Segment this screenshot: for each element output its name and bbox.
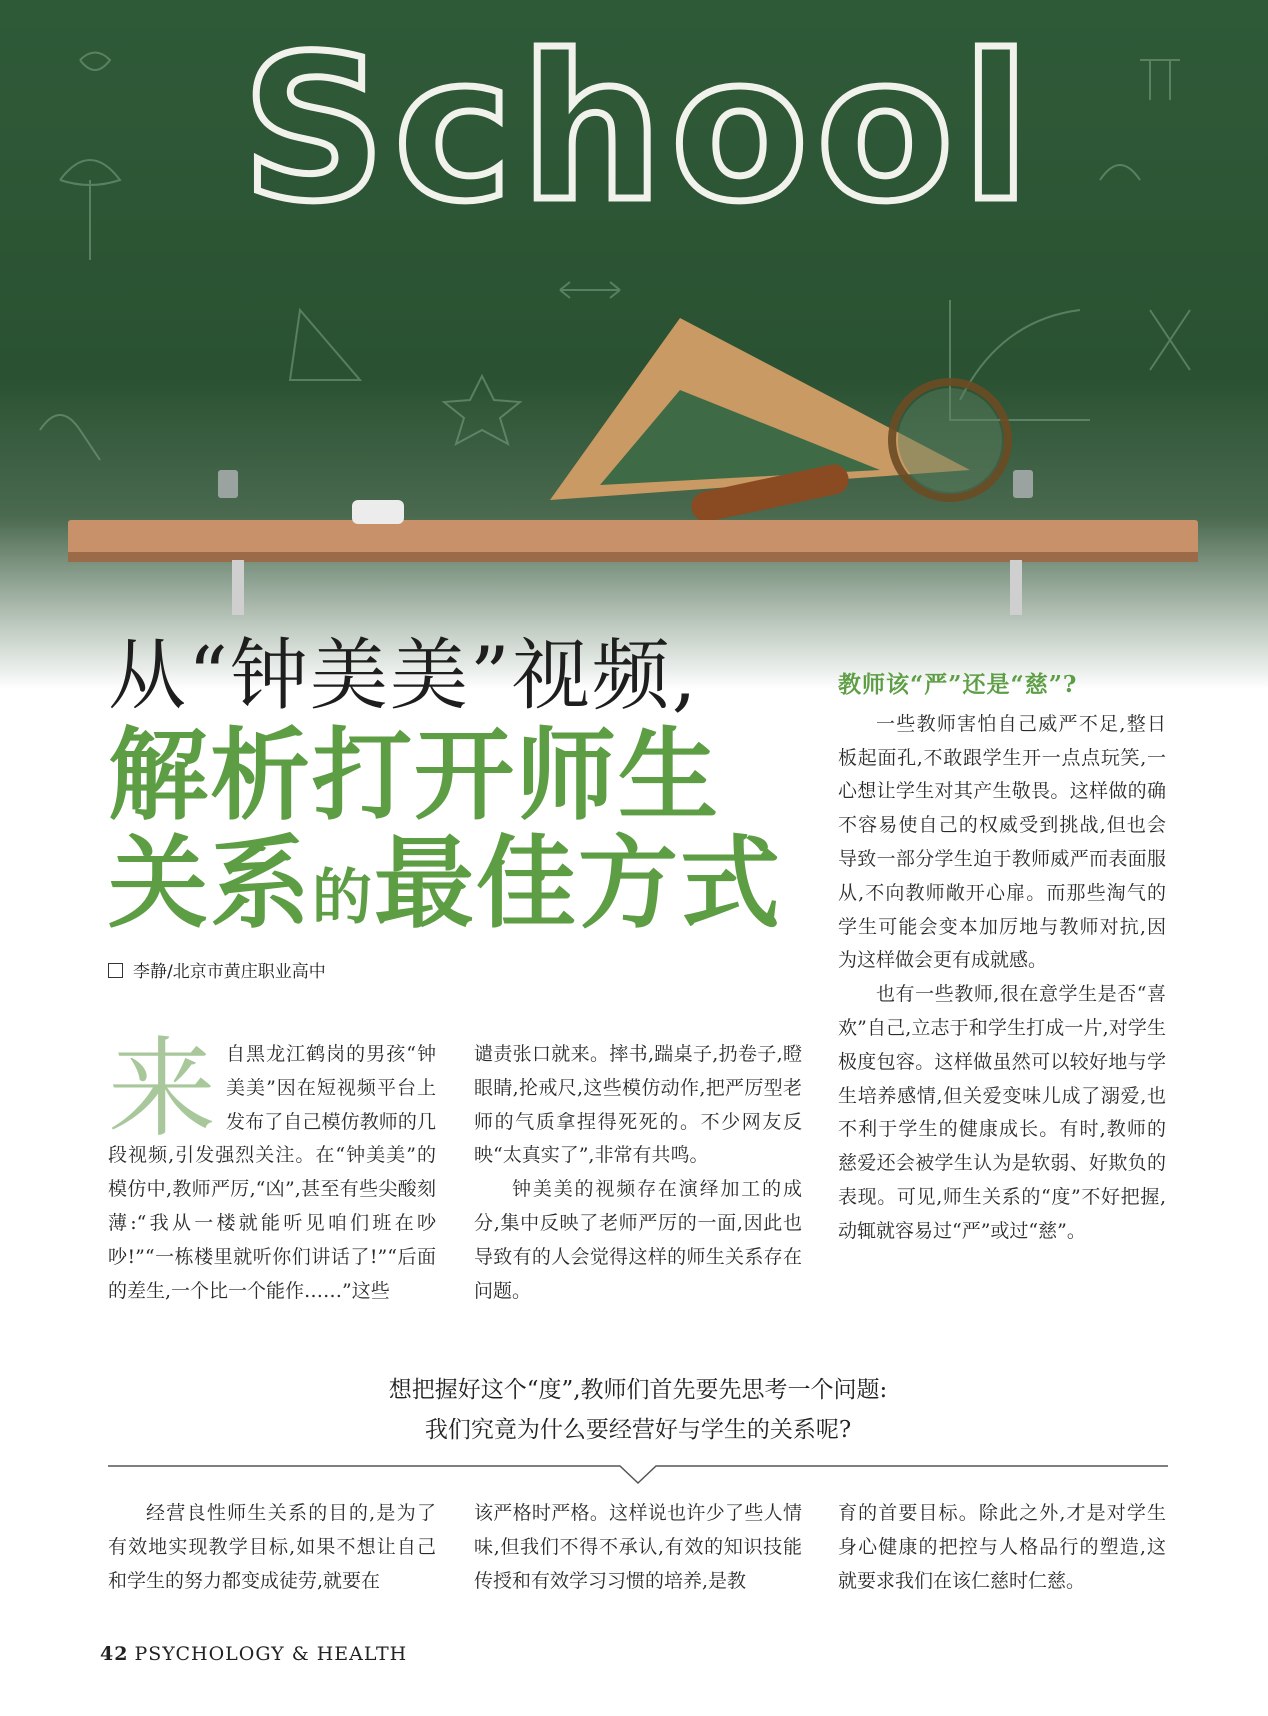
bottom-column-1 xyxy=(108,1497,436,1598)
body-paragraph: 育的首要目标。除此之外,才是对学生身心健康的把控与人格品行的塑造,这就要求我们在该仁慈时仁慈。 xyxy=(838,1502,1166,1592)
title-line-1: 从“钟美美”视频, xyxy=(108,631,699,721)
hero-image xyxy=(0,0,1268,690)
body-column-2 xyxy=(474,1038,802,1308)
title-line-2: 解析打开师生 xyxy=(108,717,720,834)
byline-text: 李静/北京市黄庄职业高中 xyxy=(133,962,326,982)
divider-with-notch xyxy=(108,1465,1168,1485)
title-line-3 xyxy=(108,825,828,952)
hero-chalk-word: School xyxy=(241,13,1039,246)
page-footer xyxy=(100,1643,407,1665)
body-paragraph: 一些教师害怕自己威严不足,整日板起面孔,不敢跟学生开一点点玩笑,一心想让学生对其产生敬畏。这样做的确不容易使自己的权威受到挑战,但也会导致一部分学生迫于教师威严而表面服从,不向教师敞开心扉。而那些淘气的学生可能会变本加厉地与教师对抗,因为这样做会更有成就感。 xyxy=(838,712,1166,972)
pull-quote-line-1: 想把握好这个“度”,教师们首先要先思考一个问题: xyxy=(388,1377,888,1403)
page-number: 42 xyxy=(100,1643,129,1665)
body-paragraph: 钟美美的视频存在演绎加工的成分,集中反映了老师严厉的一面,因此也导致有的人会觉得这样的师生关系存在问题。 xyxy=(474,1178,802,1302)
byline xyxy=(108,957,326,982)
body-column-1 xyxy=(108,1027,436,1308)
body-paragraph: 谴责张口就来。摔书,踹桌子,扔卷子,瞪眼睛,抡戒尺,这些模仿动作,把严厉型老师的气质拿捏得死死的。不少网友反映“太真实了”,非常有共鸣。 xyxy=(474,1043,802,1167)
drop-cap: 来 xyxy=(108,1027,217,1152)
title-line-3c: 最佳方式 xyxy=(374,825,782,942)
body-paragraph: 该严格时严格。这样说也许少了些人情味,但我们不得不承认,有效的知识技能传授和有效学习习惯的培养,是教 xyxy=(474,1502,802,1592)
body-paragraph: 经营良性师生关系的目的,是为了有效地实现教学目标,如果不想让自己和学生的努力都变成徒劳,就要在 xyxy=(108,1502,436,1592)
title-line-3a: 关系 xyxy=(108,825,312,942)
bottom-column-2 xyxy=(474,1497,802,1598)
magazine-name: PSYCHOLOGY & HEALTH xyxy=(134,1643,408,1665)
section-heading: 教师该“严”还是“慈”? xyxy=(838,671,1078,698)
title-line-3b: 的 xyxy=(312,863,374,933)
bottom-column-3 xyxy=(838,1497,1166,1598)
body-paragraph: 自黑龙江鹤岗的男孩“钟美美”因在短视频平台上发布了自己模仿教师的几段视频,引发强烈关注。在“钟美美”的模仿中,教师严厉,“凶”,甚至有些尖酸刻薄:“我从一楼就能听见咱们班在吵吵!”“一栋楼里就听你们讲话了!”“后面的差生,一个比一个能作……”这些 xyxy=(108,1043,436,1302)
article-title xyxy=(108,630,828,952)
square-bullet-icon xyxy=(108,963,123,978)
pull-quote xyxy=(108,1370,1168,1450)
body-column-3 xyxy=(838,668,1166,1249)
body-paragraph: 也有一些教师,很在意学生是否“喜欢”自己,立志于和学生打成一片,对学生极度包容。这样做虽然可以较好地与学生培养感情,但关爱变味儿成了溺爱,也不利于学生的健康成长。有时,教师的慈爱还会被学生认为是软弱、好欺负的表现。可见,师生关系的“度”不好把握,动辄就容易过“严”或过“慈”。 xyxy=(838,983,1166,1242)
pull-quote-line-2: 我们究竟为什么要经营好与学生的关系呢? xyxy=(424,1417,852,1443)
